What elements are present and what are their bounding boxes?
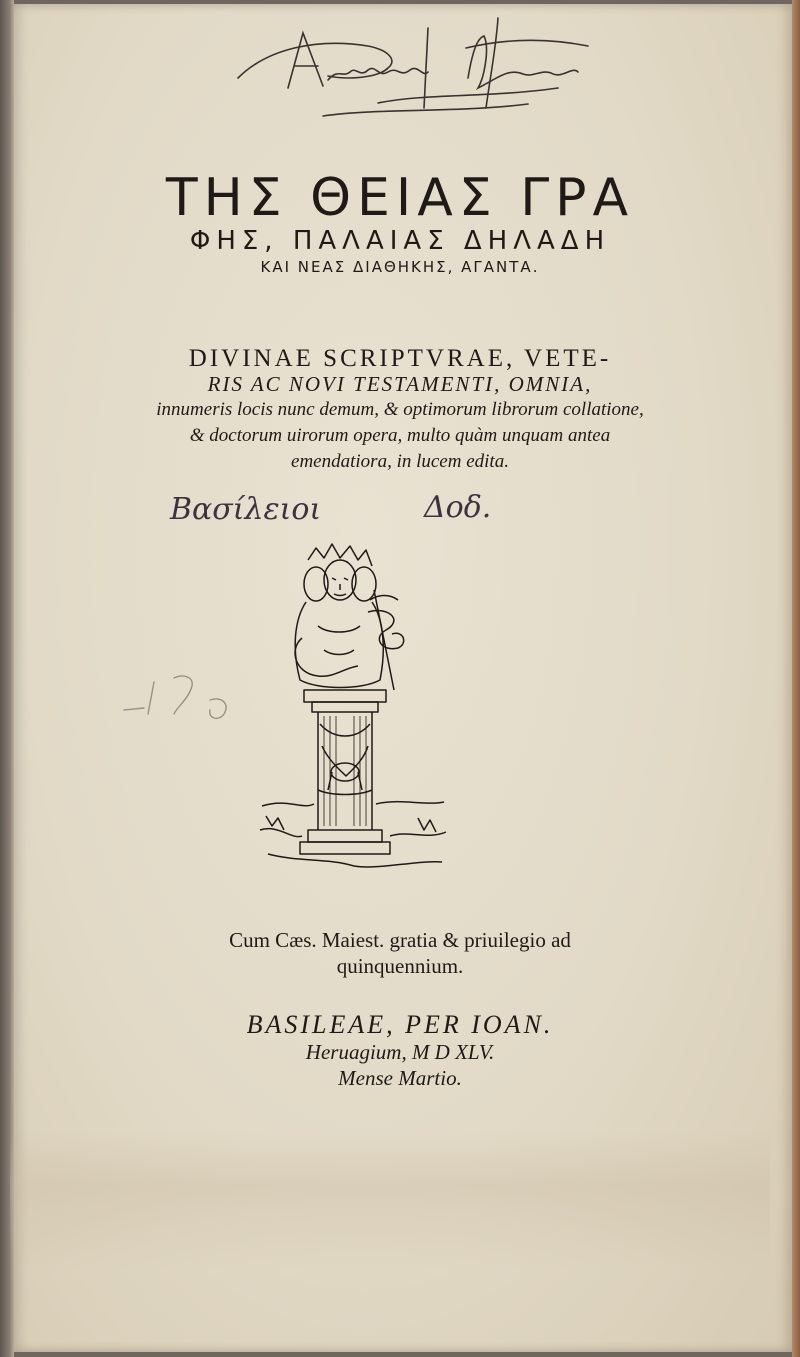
latin-title-line-1: DIVINAE SCRIPTVRAE, VETE- <box>188 345 612 372</box>
printers-device-woodcut <box>258 540 448 875</box>
imprint-line-1: BASILEAE, PER IOAN. <box>246 1010 554 1039</box>
greek-title-line-2: ΦΗΣ, ΠΑΛΑΙΑΣ ΔΗΛΑΔΗ <box>189 226 611 256</box>
latin-title-line-2: RIS AC NOVI TESTAMENTI, OMNIA, <box>207 372 593 396</box>
latin-title-line-4: & doctorum uirorum opera, multo quàm unquam antea <box>189 425 611 446</box>
imprint-line-3: Mense Martio. <box>338 1066 462 1090</box>
water-stain <box>10 1130 770 1270</box>
imprint-line-2: Heruagium, M D XLV. <box>305 1040 495 1064</box>
pencil-mark <box>118 670 238 730</box>
privilege-line-1: Cum Cæs. Maiest. gratia & priuilegio ad <box>229 928 571 952</box>
greek-title-line-3: ΚΑΙ ΝΕΑΣ ΔΙΑΘΗΚΗΣ, ΑΓΑΝΤΑ. <box>260 258 540 276</box>
manuscript-note-right: Δοδ. <box>424 490 492 525</box>
latin-title-line-5: emendatiora, in lucem edita. <box>291 451 509 472</box>
handwritten-signature <box>228 8 608 133</box>
manuscript-note-left: Βασίλειοι <box>170 492 322 527</box>
privilege-line-2: quinquennium. <box>336 954 464 978</box>
latin-title-line-3: innumeris locis nunc demum, & optimorum librorum collatione, <box>156 399 644 420</box>
greek-title-line-1: ΤΗΣ ΘΕΙΑΣ ΓΡΑ <box>165 168 635 228</box>
